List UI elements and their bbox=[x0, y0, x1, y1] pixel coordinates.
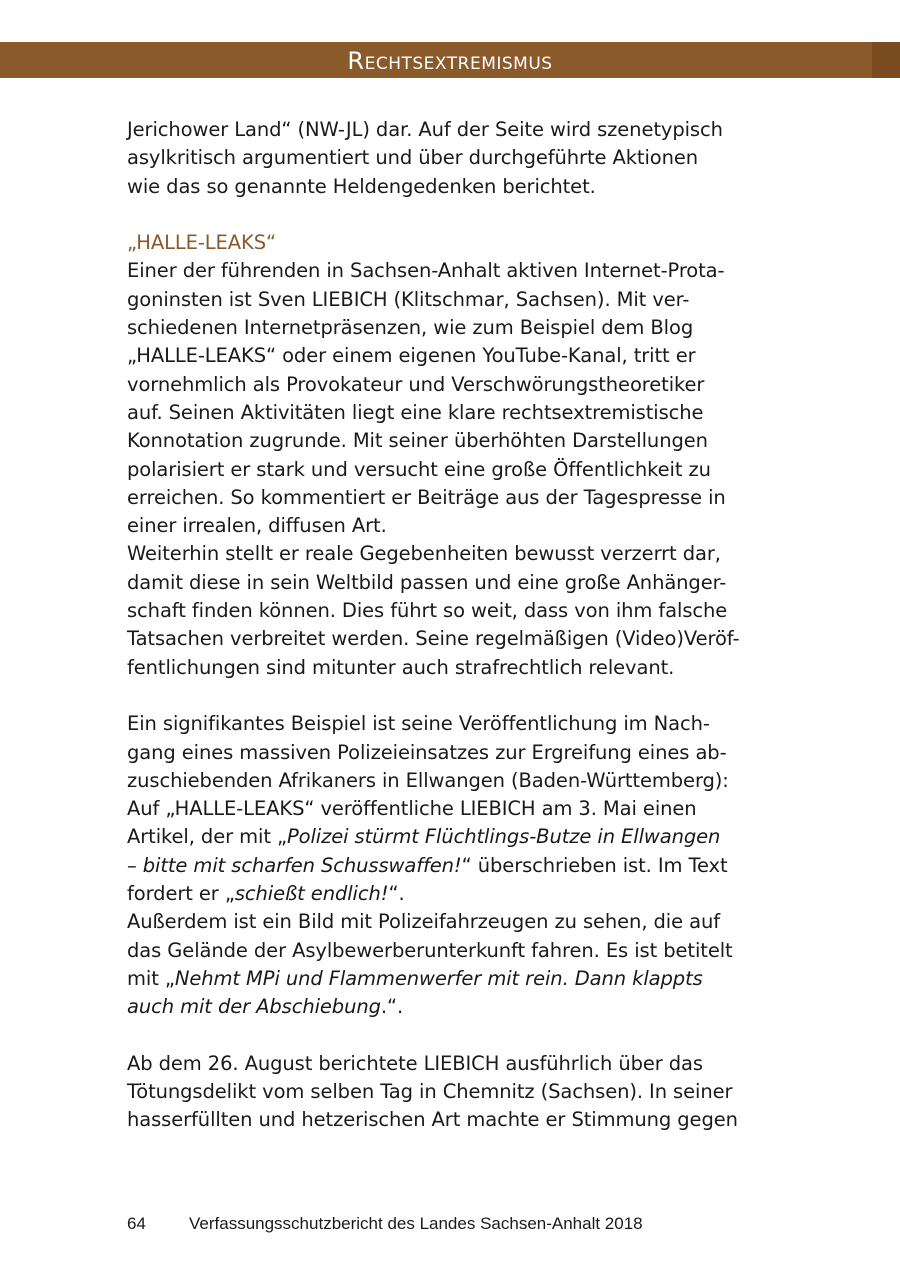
text-line: Auf „HALLE-LEAKS“ veröffentliche LIEBICH am 3. Mai einen bbox=[127, 797, 697, 821]
text-line: fentlichungen sind mitunter auch strafrechtlich relevant. bbox=[127, 655, 675, 679]
quote-italic: Nehmt MPi und Flammenwerfer mit rein. Dann klappts bbox=[174, 966, 703, 990]
paragraph-intro bbox=[127, 257, 787, 540]
text-fragment: mit „ bbox=[127, 966, 175, 990]
text-line: das Gelände der Asylbewerberunterkunft fahren. Es ist betitelt bbox=[127, 938, 733, 962]
text-fragment: “. bbox=[388, 882, 405, 906]
text-line: Weiterhin stellt er reale Gegebenheiten bewusst verzerrt dar, bbox=[127, 542, 721, 566]
text-line: Ab dem 26. August berichtete LIEBICH ausführlich über das bbox=[127, 1051, 703, 1075]
quote-italic: auch mit der Abschiebung bbox=[127, 995, 381, 1019]
text-line: Einer der führenden in Sachsen-Anhalt aktiven Internet-Prota- bbox=[127, 259, 725, 283]
text-line: Außerdem ist ein Bild mit Polizeifahrzeugen zu sehen, die auf bbox=[127, 910, 720, 934]
section-heading: „HALLE-LEAKS“ bbox=[127, 231, 276, 255]
text-line: asylkritisch argumentiert und über durchgeführte Aktionen bbox=[127, 146, 699, 170]
text-line: Konnotation zugrunde. Mit seiner überhöhten Darstellungen bbox=[127, 429, 708, 453]
text-line: gang eines massiven Polizeieinsatzes zur Ergreifung eines ab- bbox=[127, 740, 727, 764]
text-line: Jerichower Land“ (NW-JL) dar. Auf der Seite wird szenetypisch bbox=[127, 118, 723, 141]
paragraph-example bbox=[127, 710, 787, 908]
page-title: Rechtsextremismus bbox=[347, 47, 553, 75]
text-line: zuschiebenden Afrikaners in Ellwangen (Baden-Württemberg): bbox=[127, 768, 729, 792]
text-line: hasserfüllten und hetzerischen Art machte er Stimmung gegen bbox=[127, 1108, 738, 1132]
text-line: auf. Seinen Aktivitäten liegt eine klare rechtsextremistische bbox=[127, 400, 704, 424]
text-line: damit diese in sein Weltbild passen und eine große Anhänger- bbox=[127, 570, 727, 594]
quote-italic: schießt endlich! bbox=[234, 882, 389, 906]
paragraph-distortion bbox=[127, 540, 787, 681]
page-footer bbox=[127, 1214, 827, 1234]
text-line: polarisiert er stark und versucht eine große Öffentlichkeit zu bbox=[127, 457, 711, 481]
text-fragment: Artikel, der mit „ bbox=[127, 825, 287, 849]
text-line: Ein signifikantes Beispiel ist seine Veröffentlichung im Nach- bbox=[127, 712, 710, 736]
quote-italic: – bitte mit scharfen Schusswaffen! bbox=[127, 853, 462, 877]
body-text bbox=[127, 116, 787, 1135]
paragraph-image-caption bbox=[127, 908, 787, 1021]
paragraph-continuation bbox=[127, 116, 787, 201]
text-line: goninsten ist Sven LIEBICH (Klitschmar, Sachsen). Mit ver- bbox=[127, 287, 690, 311]
text-fragment: fordert er „ bbox=[127, 882, 235, 906]
text-fragment: “ überschrieben ist. Im Text bbox=[461, 853, 728, 877]
text-line: einer irrealen, diffusen Art. bbox=[127, 514, 387, 538]
text-line: schiedenen Internetpräsenzen, wie zum Beispiel dem Blog bbox=[127, 316, 694, 340]
quote-italic: Polizei stürmt Flüchtlings-Butze in Ellwangen bbox=[286, 825, 721, 849]
text-line: „HALLE-LEAKS“ oder einem eigenen YouTube-Kanal, tritt er bbox=[127, 344, 696, 368]
text-fragment: .“. bbox=[380, 995, 404, 1019]
text-line: Tatsachen verbreitet werden. Seine regelmäßigen (Video)Veröf- bbox=[127, 627, 740, 651]
text-line: Tötungsdelikt vom selben Tag in Chemnitz (Sachsen). In seiner bbox=[127, 1080, 733, 1104]
text-line: wie das so genannte Heldengedenken berichtet. bbox=[127, 174, 596, 198]
text-line: erreichen. So kommentiert er Beiträge aus der Tagespresse in bbox=[127, 485, 726, 509]
text-line: schaft finden können. Dies führt so weit, dass von ihm falsche bbox=[127, 599, 728, 623]
footer-title: Verfassungsschutzbericht des Landes Sachsen-Anhalt 2018 bbox=[189, 1214, 643, 1233]
paragraph-chemnitz bbox=[127, 1050, 787, 1135]
page-number: 64 bbox=[127, 1214, 146, 1233]
text-line: vornehmlich als Provokateur und Verschwörungstheoretiker bbox=[127, 372, 705, 396]
